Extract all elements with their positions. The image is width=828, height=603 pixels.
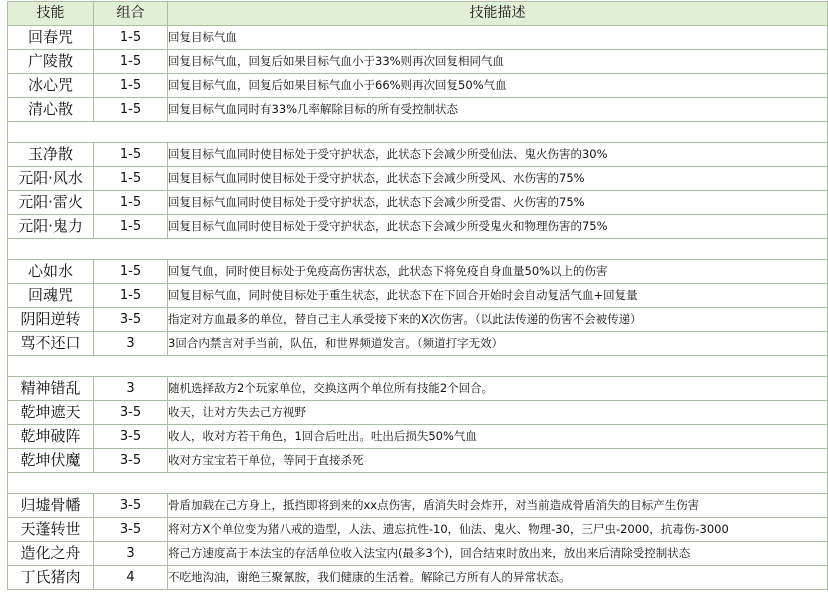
table-row [8,98,828,122]
combo-cell: 1-5 [94,260,168,284]
skill-name-cell: 元阳·鬼力 [8,215,94,239]
combo-cell: 3-5 [94,494,168,518]
table-row [8,167,828,191]
combo-cell: 1-5 [94,284,168,308]
skill-name-cell: 清心散 [8,98,94,122]
skills-table [7,1,828,590]
skill-name-cell: 丁氏猪肉 [8,566,94,590]
table-row [8,191,828,215]
description-cell: 回复目标气血同时有33%几率解除目标的所有受控制状态 [168,98,828,122]
table-row [8,50,828,74]
combo-cell: 1-5 [94,143,168,167]
skill-name-cell: 归墟骨幡 [8,494,94,518]
skills-table-body [8,26,828,590]
description-cell: 回复目标气血，同时使目标处于重生状态，此状态下在下回合开始时会自动复活气血+回复量 [168,284,828,308]
table-row [8,518,828,542]
skill-name-cell: 回春咒 [8,26,94,50]
description-cell: 将己方速度高于本法宝的存活单位收入法宝内(最多3个)，回合结束时放出来，放出来后清除受控制状态 [168,542,828,566]
combo-cell: 3-5 [94,518,168,542]
description-cell: 回复目标气血同时使目标处于受守护状态，此状态下会减少所受雷、火伤害的75% [168,191,828,215]
group-separator [8,122,828,143]
separator-cell [8,239,828,260]
group-separator [8,473,828,494]
table-row [8,308,828,332]
combo-cell: 3 [94,542,168,566]
table-row [8,401,828,425]
separator-cell [8,122,828,143]
table-row [8,143,828,167]
combo-cell: 3-5 [94,401,168,425]
combo-cell: 3 [94,377,168,401]
separator-cell [8,356,828,377]
combo-cell: 3 [94,332,168,356]
skill-name-cell: 广陵散 [8,50,94,74]
table-row [8,425,828,449]
table-row [8,74,828,98]
skill-name-cell: 乾坤遮天 [8,401,94,425]
table-row [8,377,828,401]
skill-name-cell: 心如水 [8,260,94,284]
description-cell: 回复目标气血，回复后如果目标气血小于66%则再次回复50%气血 [168,74,828,98]
description-cell: 回复气血，同时使目标处于免疫高伤害状态，此状态下将免疫自身血量50%以上的伤害 [168,260,828,284]
description-cell: 回复目标气血同时使目标处于受守护状态，此状态下会减少所受鬼火和物理伤害的75% [168,215,828,239]
description-cell: 回复目标气血同时使目标处于受守护状态，此状态下会减少所受仙法、鬼火伤害的30% [168,143,828,167]
table-row [8,26,828,50]
table-row [8,284,828,308]
table-row [8,332,828,356]
description-cell: 回复目标气血，回复后如果目标气血小于33%则再次回复相同气血 [168,50,828,74]
combo-cell: 1-5 [94,50,168,74]
description-cell: 回复目标气血同时使目标处于受守护状态，此状态下会减少所受风、水伤害的75% [168,167,828,191]
skill-name-cell: 乾坤伏魔 [8,449,94,473]
table-row [8,215,828,239]
description-cell: 3回合内禁言对手当前，队伍，和世界频道发言。（频道打字无效） [168,332,828,356]
table-row [8,494,828,518]
header-row [8,2,828,26]
header-skill: 技能 [8,2,94,26]
skill-name-cell: 骂不还口 [8,332,94,356]
skill-name-cell: 冰心咒 [8,74,94,98]
description-cell: 将对方X个单位变为猪八戒的造型，人法、遗忘抗性-10，仙法、鬼火、物理-30，三尸虫-2000，抗毒伤-3000 [168,518,828,542]
table-row [8,260,828,284]
group-separator [8,239,828,260]
description-cell: 随机选择敌方2个玩家单位，交换这两个单位所有技能2个回合。 [168,377,828,401]
skill-name-cell: 造化之舟 [8,542,94,566]
combo-cell: 4 [94,566,168,590]
skill-name-cell: 玉净散 [8,143,94,167]
description-cell: 收天，让对方失去己方视野 [168,401,828,425]
combo-cell: 1-5 [94,74,168,98]
skill-name-cell: 精神错乱 [8,377,94,401]
combo-cell: 1-5 [94,98,168,122]
skill-name-cell: 天蓬转世 [8,518,94,542]
combo-cell: 1-5 [94,167,168,191]
table-row [8,566,828,590]
description-cell: 指定对方血最多的单位，替自己主人承受接下来的X次伤害。（以此法传递的伤害不会被传递） [168,308,828,332]
group-separator [8,356,828,377]
combo-cell: 3-5 [94,425,168,449]
description-cell: 不吃地沟油，谢绝三聚氰胺，我们健康的生活着。解除己方所有人的异常状态。 [168,566,828,590]
combo-cell: 3-5 [94,308,168,332]
description-cell: 收对方宝宝若干单位，等同于直接杀死 [168,449,828,473]
description-cell: 回复目标气血 [168,26,828,50]
description-cell: 骨盾加载在己方身上，抵挡即将到来的xx点伤害，盾消失时会炸开，对当前造成骨盾消失的目标产生伤害 [168,494,828,518]
table-row [8,449,828,473]
combo-cell: 1-5 [94,215,168,239]
header-combo: 组合 [94,2,168,26]
skill-name-cell: 元阳·雷火 [8,191,94,215]
skill-name-cell: 回魂咒 [8,284,94,308]
combo-cell: 3-5 [94,449,168,473]
combo-cell: 1-5 [94,191,168,215]
skill-name-cell: 阴阳逆转 [8,308,94,332]
separator-cell [8,473,828,494]
table-row [8,542,828,566]
header-desc: 技能描述 [168,2,828,26]
skill-name-cell: 元阳·风水 [8,167,94,191]
combo-cell: 1-5 [94,26,168,50]
skill-name-cell: 乾坤破阵 [8,425,94,449]
description-cell: 收人，收对方若干角色，1回合后吐出。吐出后损失50%气血 [168,425,828,449]
